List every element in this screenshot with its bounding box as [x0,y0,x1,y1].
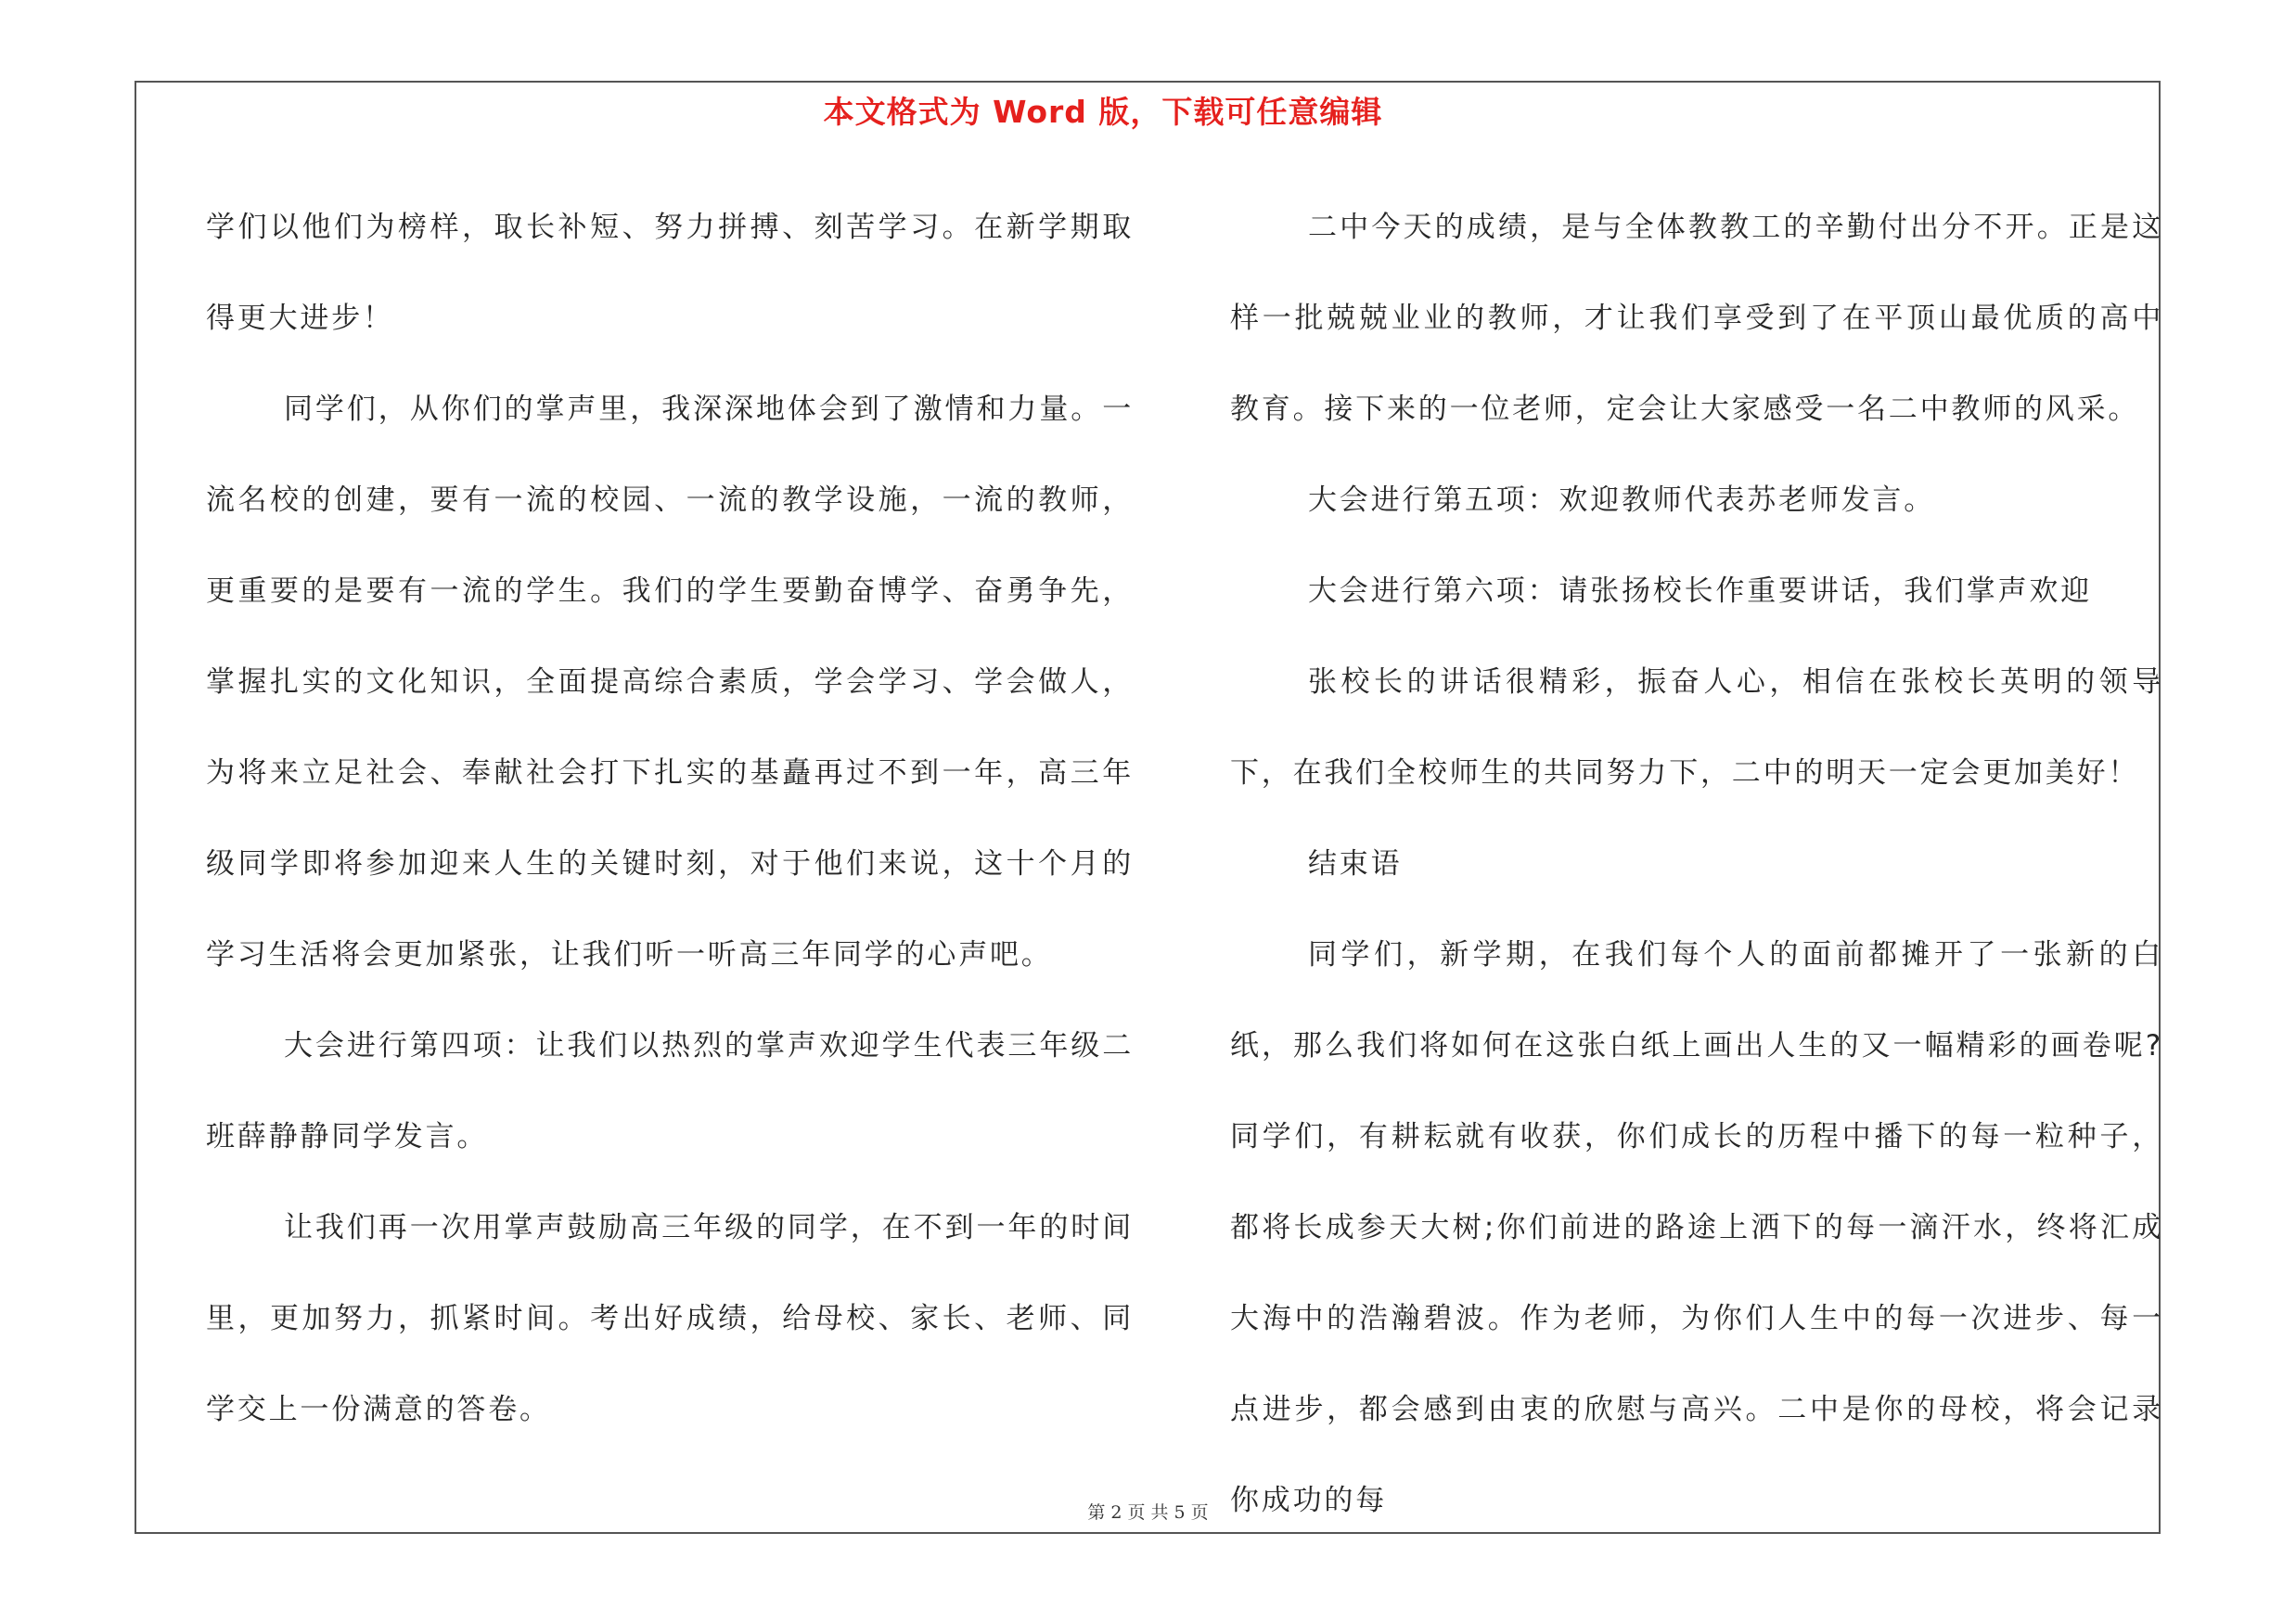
paragraph: 二中今天的成绩，是与全体教教工的辛勤付出分不开。正是这样一批兢兢业业的教师，才让我们享受到了在平顶山最优质的高中教育。接下来的一位老师，定会让大家感受一名二中教师的风采。 [1230,211,2163,426]
paragraph: 学们以他们为榜样，取长补短、努力拼搏、刻苦学习。在新学期取得更大进步！ [206,211,1134,335]
page-number: 第 2 页 共 5 页 [1087,1502,1209,1523]
paragraph: 同学们，从你们的掌声里，我深深地体会到了激情和力量。一流名校的创建，要有一流的校园、一流的教学设施，一流的教师，更重要的是要有一流的学生。我们的学生要勤奋博学、奋勇争先，掌握扎实的文化知识，全面提高综合素质，学会学习、学会做人，为将来立足社会、奉献社会打下扎实的基矗再过不到一年，高三年级同学即将参加迎来人生的关键时刻，对于他们来说，这十个月的学习生活将会更加紧张，让我们听一听高三年同学的心声吧。 [206,393,1134,972]
paragraph: 大会进行第五项：欢迎教师代表苏老师发言。 [1308,483,1935,517]
format-notice-banner: 本文格式为 Word 版，下载可任意编辑 [823,94,1383,130]
paragraph: 张校长的讲话很精彩，振奋人心，相信在张校长英明的领导下，在我们全校师生的共同努力下，二中的明天一定会更加美好！ [1230,665,2163,790]
paragraph: 大会进行第六项：请张扬校长作重要讲话，我们掌声欢迎 [1308,574,2092,608]
right-text-column [1230,182,2163,1546]
left-text-column [206,182,1134,1455]
section-heading: 结束语 [1308,847,1403,881]
paragraph: 大会进行第四项：让我们以热烈的掌声欢迎学生代表三年级二班薛静静同学发言。 [206,1029,1134,1153]
paragraph: 同学们，新学期，在我们每个人的面前都摊开了一张新的白纸，那么我们将如何在这张白纸上画出人生的又一幅精彩的画卷呢?同学们，有耕耘就有收获，你们成长的历程中播下的每一粒种子，都将长成参天大树;你们前进的路途上洒下的每一滴汗水，终将汇成大海中的浩瀚碧波。作为老师，为你们人生中的每一次进步、每一点进步，都会感到由衷的欣慰与高兴。二中是你的母校，将会记录你成功的每 [1230,938,2163,1517]
paragraph: 让我们再一次用掌声鼓励高三年级的同学，在不到一年的时间里，更加努力，抓紧时间。考出好成绩，给母校、家长、老师、同学交上一份满意的答卷。 [206,1211,1134,1426]
